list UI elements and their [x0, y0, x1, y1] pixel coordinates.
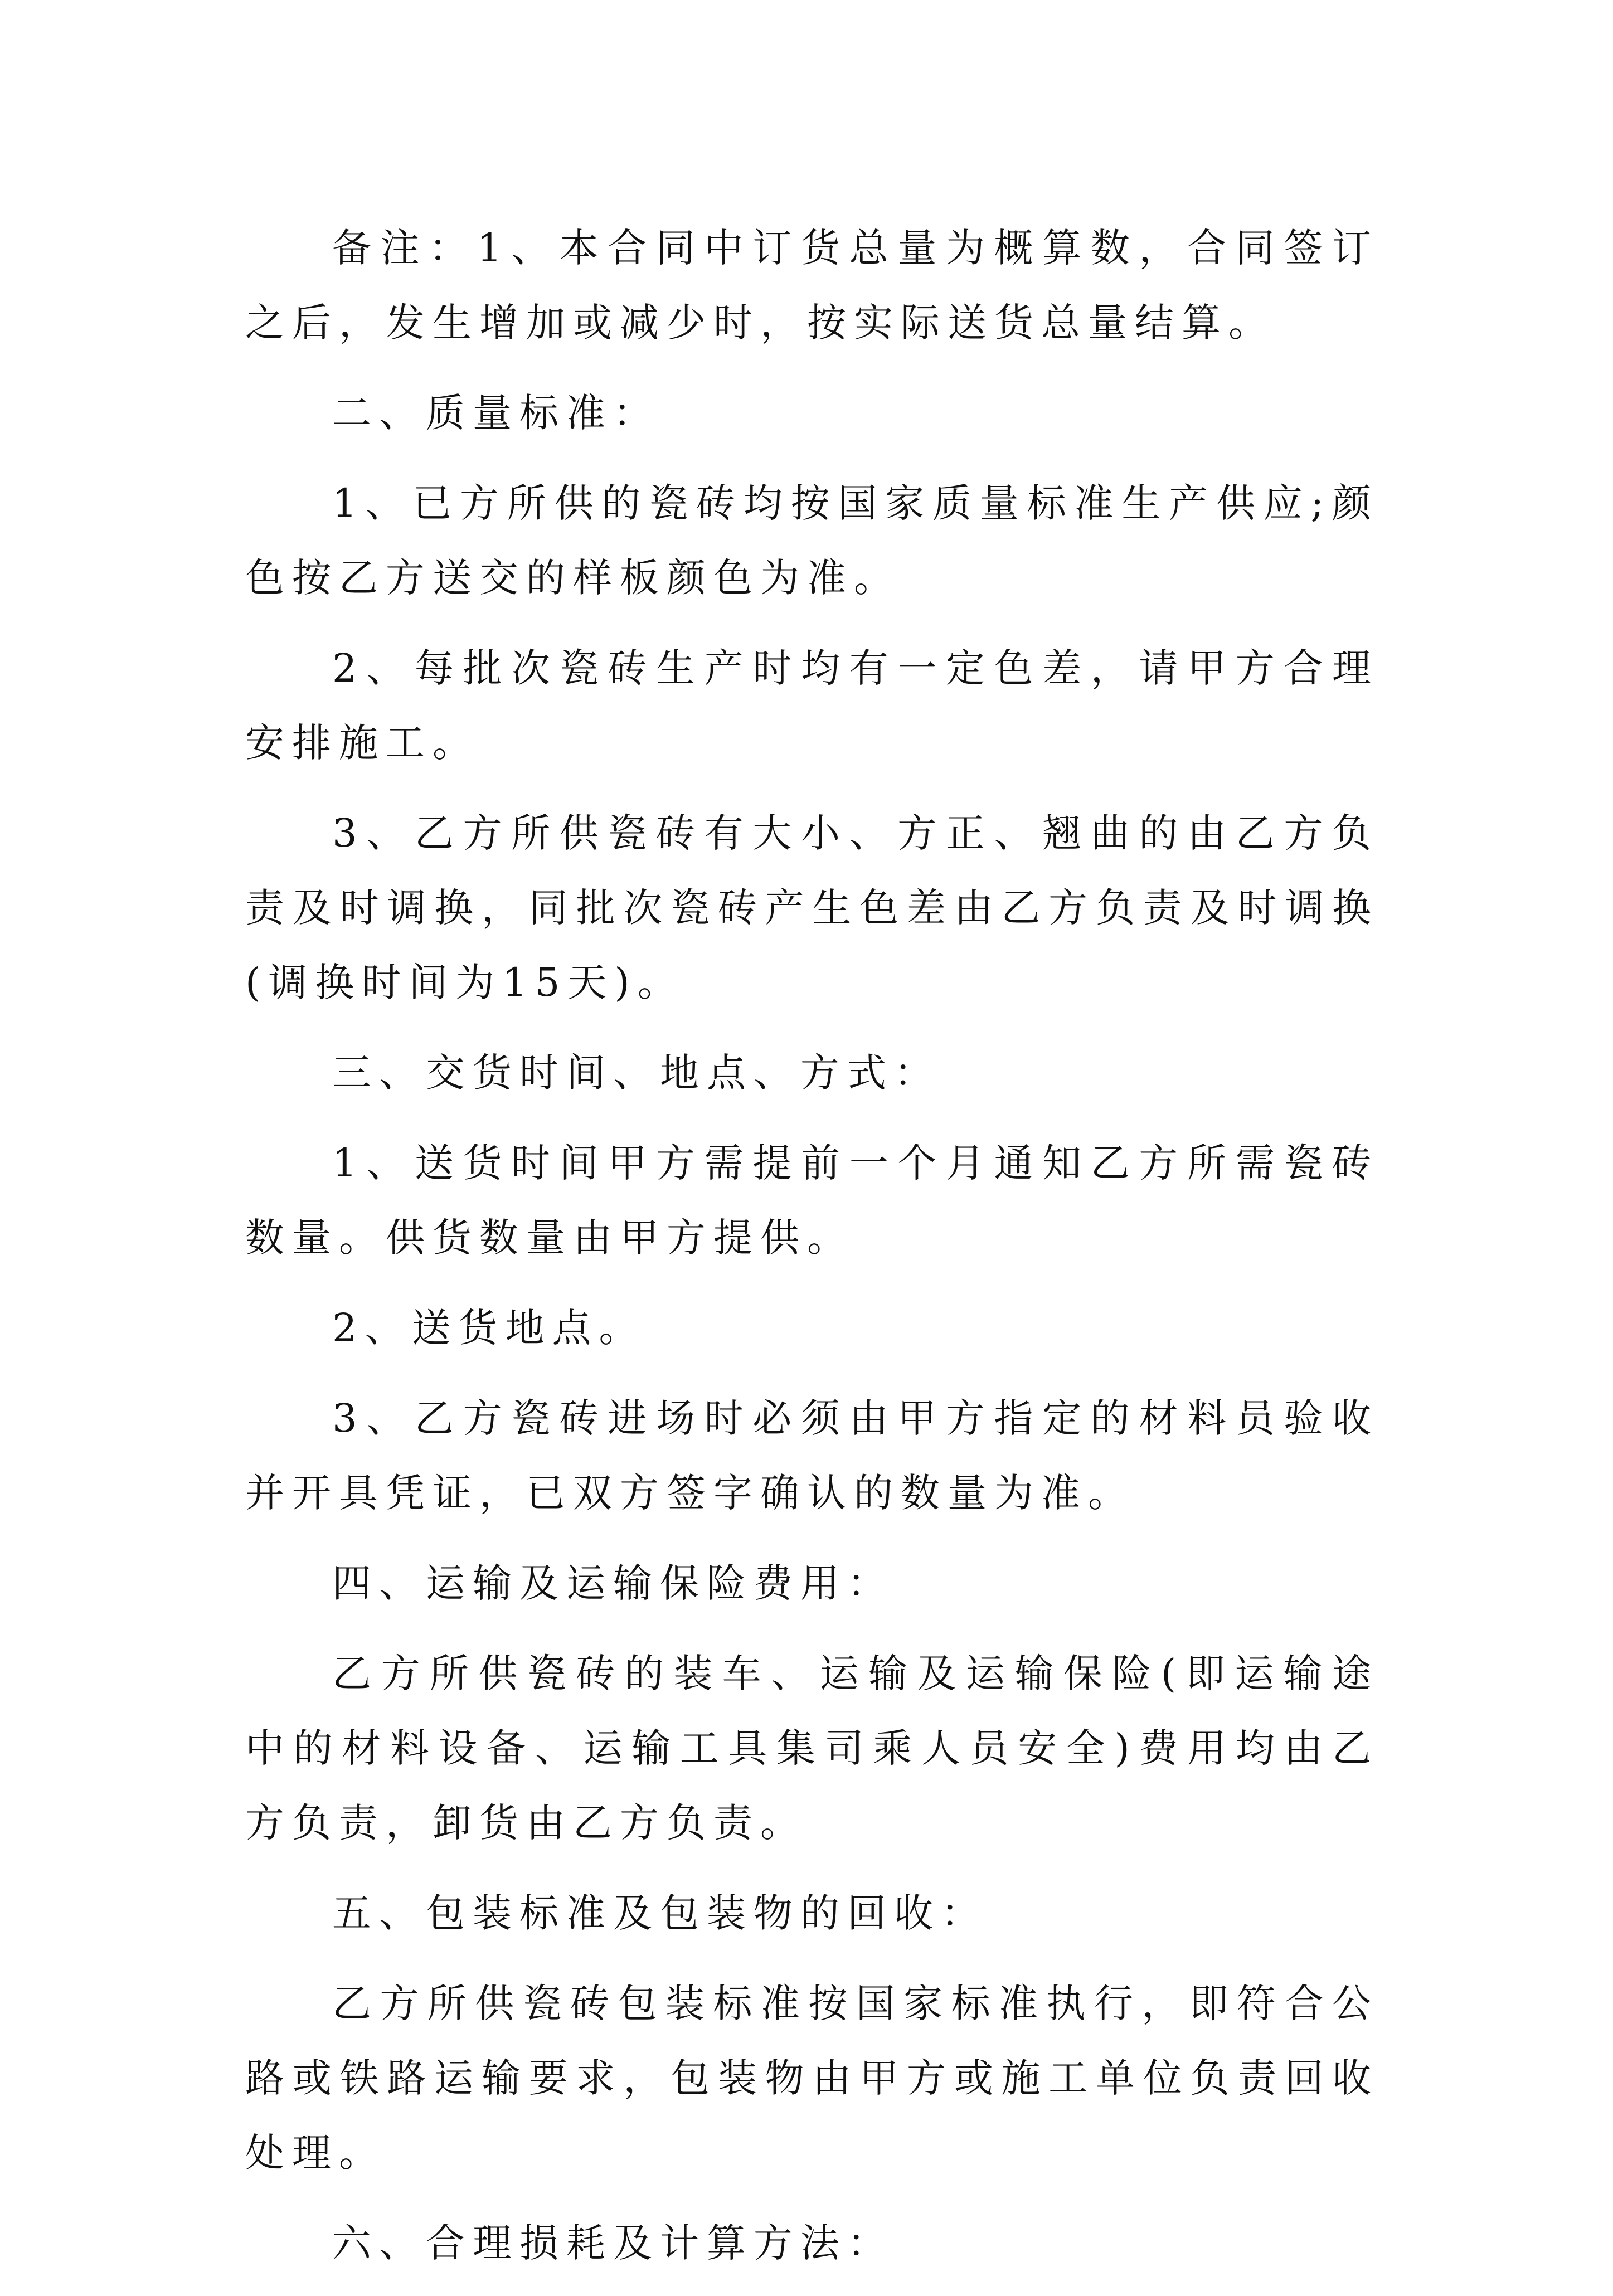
remark-paragraph: 备注：1、本合同中订货总量为概算数，合同签订之后，发生增加或减少时，按实际送货总量结算。: [245, 225, 1379, 346]
document-body: [245, 211, 1379, 2296]
quality-item-1: 1、已方所供的瓷砖均按国家质量标准生产供应;颜色按乙方送交的样板颜色为准。: [245, 480, 1379, 601]
quality-item-3: 3、乙方所供瓷砖有大小、方正、翘曲的由乙方负责及时调换，同批次瓷砖产生色差由乙方负责及时调换(调换时间为15天)。: [245, 810, 1379, 1005]
section-heading-delivery: 三、交货时间、地点、方式：: [332, 1050, 941, 1096]
section-heading-transport: 四、运输及运输保险费用：: [332, 1560, 894, 1606]
section-heading-quality-standard: 二、质量标准：: [332, 390, 660, 436]
section-heading-packaging: 五、包装标准及包装物的回收：: [332, 1890, 988, 1936]
transport-paragraph: 乙方所供瓷砖的装车、运输及运输保险(即运输途中的材料设备、运输工具集司乘人员安全)费用均由乙方负责，卸货由乙方负责。: [245, 1651, 1379, 1846]
delivery-item-2: 2、送货地点。: [332, 1305, 646, 1351]
quality-item-2: 2、每批次瓷砖生产时均有一定色差，请甲方合理安排施工。: [245, 645, 1379, 766]
delivery-item-3: 3、乙方瓷砖进场时必须由甲方指定的材料员验收并开具凭证，已双方签字确认的数量为准。: [245, 1395, 1379, 1516]
section-heading-loss-calculation: 六、合理损耗及计算方法：: [332, 2220, 894, 2266]
delivery-item-1: 1、送货时间甲方需提前一个月通知乙方所需瓷砖数量。供货数量由甲方提供。: [245, 1140, 1379, 1261]
packaging-paragraph: 乙方所供瓷砖包装标准按国家标准执行，即符合公路或铁路运输要求，包装物由甲方或施工单位负责回收处理。: [245, 1981, 1379, 2176]
